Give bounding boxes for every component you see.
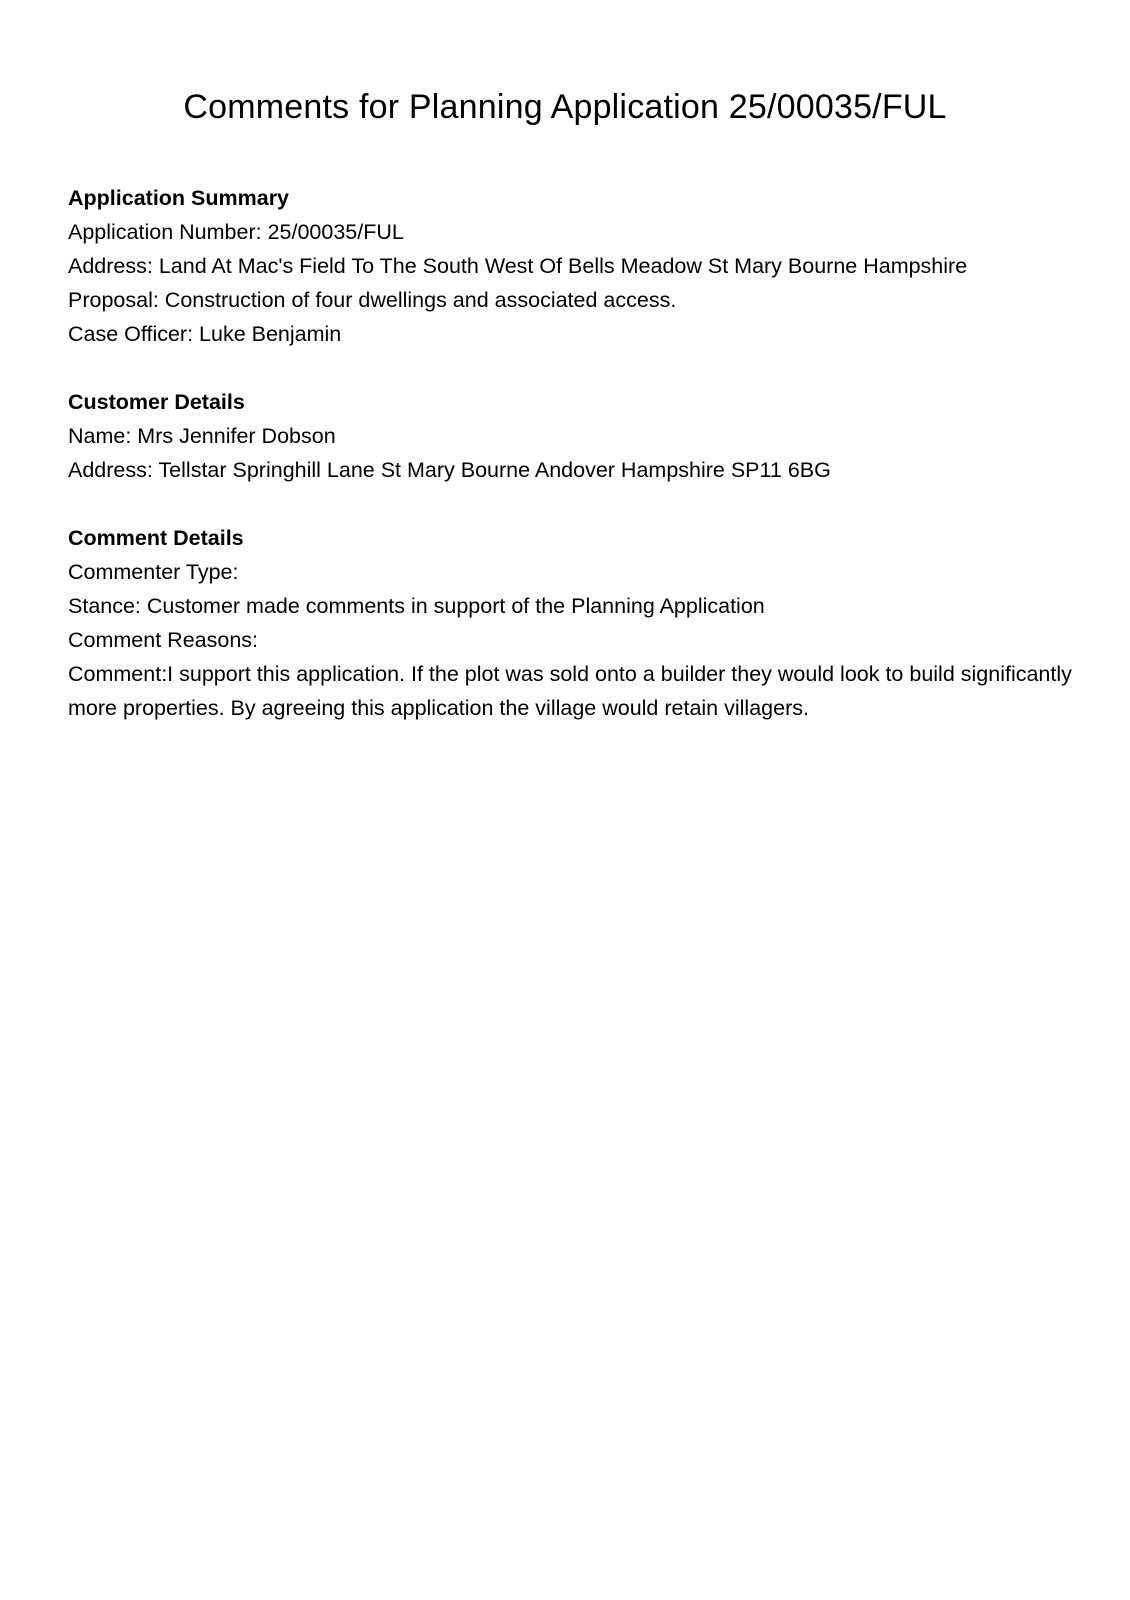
application-number: Application Number: 25/00035/FUL [68,220,404,244]
document-body [68,181,1078,759]
comment-text: Comment:I support this application. If the plot was sold onto a builder they would look to build significantly more properties. By agreeing this application the village would retain villagers. [68,662,1072,720]
application-address: Address: Land At Mac's Field To The South West Of Bells Meadow St Mary Bourne Hampshire [68,254,968,278]
page-title: Comments for Planning Application 25/00035/FUL [183,88,947,126]
commenter-type: Commenter Type: [68,560,239,584]
customer-name: Name: Mrs Jennifer Dobson [68,424,336,448]
case-officer: Case Officer: Luke Benjamin [68,322,342,346]
customer-details-section [68,385,1078,487]
comment-details-section [68,521,1078,725]
application-summary-section [68,181,1078,351]
comment-stance: Stance: Customer made comments in support of the Planning Application [68,594,765,618]
customer-address: Address: Tellstar Springhill Lane St Mary Bourne Andover Hampshire SP11 6BG [68,458,831,482]
customer-details-heading: Customer Details [68,390,245,414]
comment-reasons: Comment Reasons: [68,628,258,652]
comment-details-heading: Comment Details [68,526,244,550]
application-proposal: Proposal: Construction of four dwellings and associated access. [68,288,677,312]
application-summary-heading: Application Summary [68,186,290,210]
